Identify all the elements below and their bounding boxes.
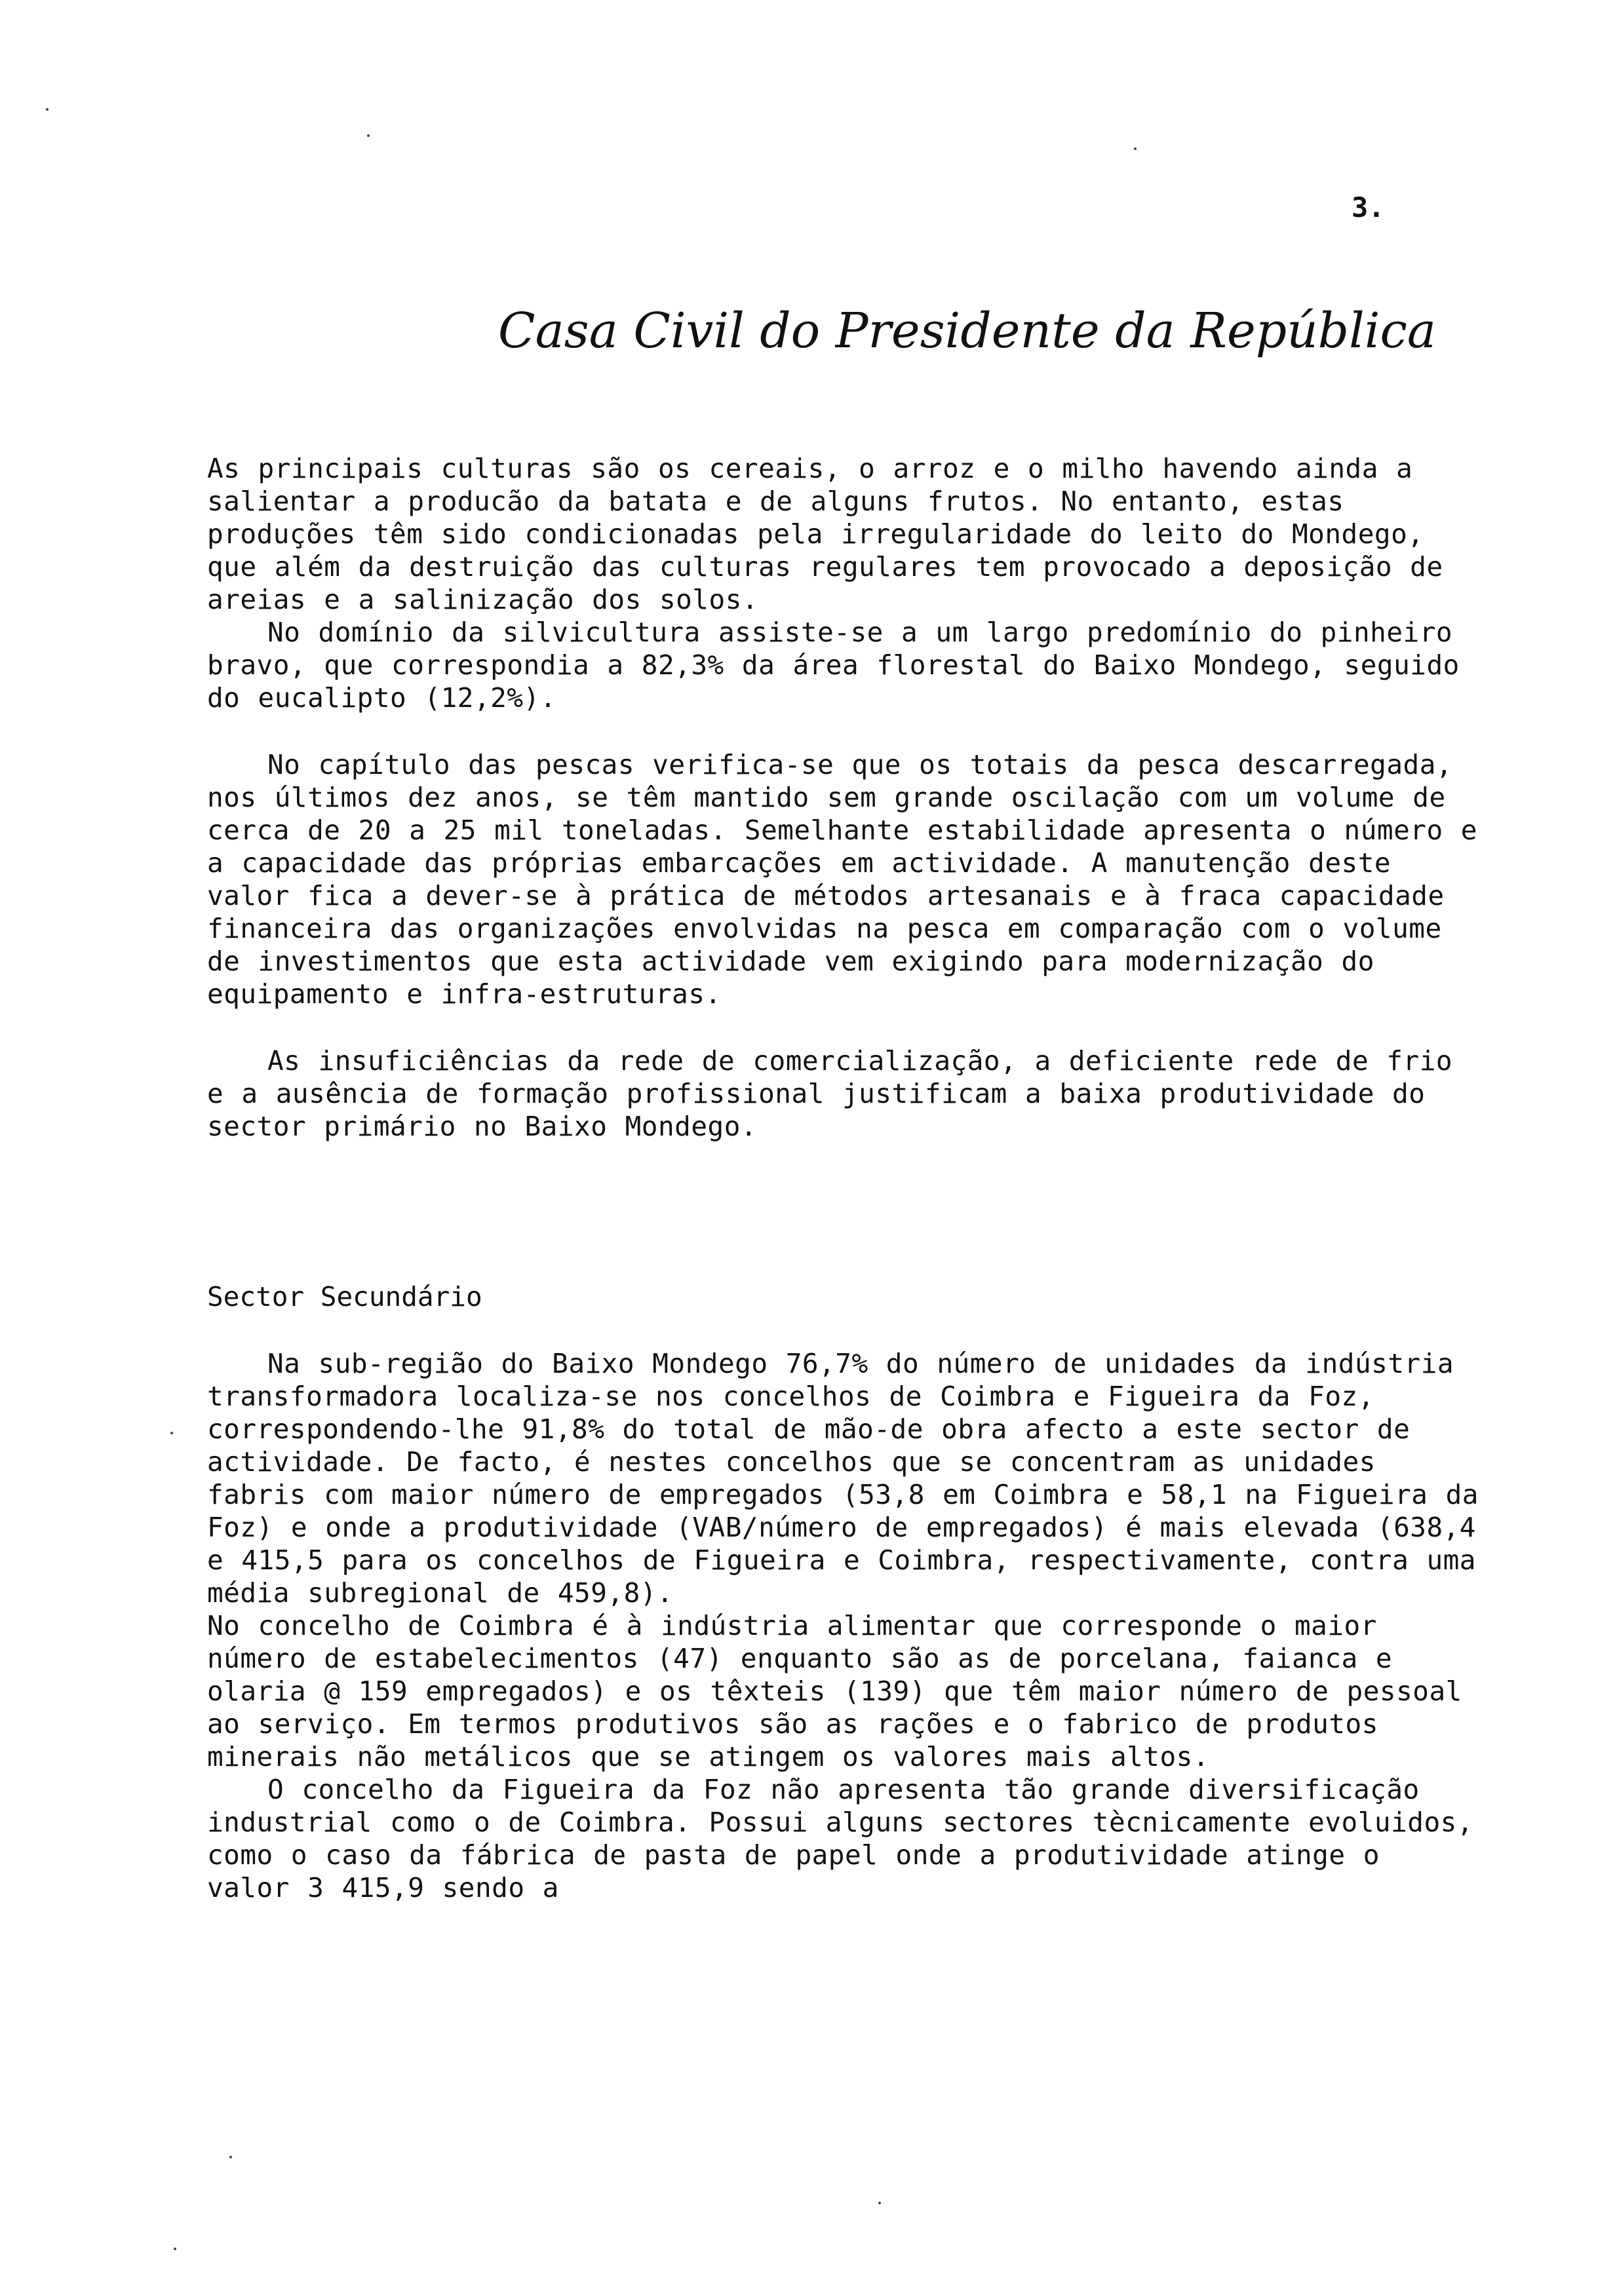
page-number: 3. <box>1352 191 1385 223</box>
scan-speck <box>170 1432 173 1434</box>
scan-speck <box>1134 147 1137 150</box>
paragraph-commercialization: As insuficiências da rede de comercialização, a deficiente rede de frio e a ausência de formação profissional justificam a baixa produtividade do sector primário no Baixo Mondego. <box>207 1045 1453 1142</box>
section-heading: Sector Secundário <box>207 1281 482 1312</box>
paragraph-coimbra: No concelho de Coimbra é à indústria alimentar que corresponde o maior número de estabelecimentos (47) enquanto são as de porcelana, faianca e olaria @ 159 empregados) e os têxteis (139) que têm maior número de pessoal ao serviço. Em termos produtivos são as rações e o fabrico de produtos minerais não metálicos que se atingem os valores mais altos. <box>207 1610 1462 1772</box>
paragraph-fisheries: No capítulo das pescas verifica-se que os totais da pesca descarregada, nos últimos dez anos, se têm mantido sem grande oscilação com um volume de cerca de 20 a 25 mil toneladas. Semelhante estabilidade apresenta o número e a capacidade das próprias embarcações em actividade. A manutenção deste valor fica a dever-se à prática de métodos artesanais e à fraca capacidade financeira das organizações envolvidas na pesca em comparação com o volume de investimentos que esta actividade vem exigindo para modernização do equipamento e infra-estruturas. <box>207 749 1477 1010</box>
paragraph-figueira: O concelho da Figueira da Foz não apresenta tão grande diversificação industrial como o de Coimbra. Possui alguns sectores tècnicamente evoluidos, como o caso da fábrica de pasta de papel onde a produtividade atinge o valor 3 415,9 sendo a <box>207 1774 1473 1904</box>
paragraph-cultures: As principais culturas são os cereais, o arroz e o milho havendo ainda a salientar a producão da batata e de alguns frutos. No entanto, estas produções têm sido condicionadas pela irregularidade do leito do Mondego, que além da destruição das culturas regulares tem provocado a deposição de areias e a salinização dos solos. <box>207 453 1443 615</box>
scan-speck <box>174 2248 176 2250</box>
scan-speck <box>367 134 370 137</box>
scan-speck <box>46 108 49 111</box>
scan-speck <box>229 2156 232 2158</box>
paragraph-silviculture: No domínio da silvicultura assiste-se a um largo predomínio do pinheiro bravo, que correspondia a 82,3% da área florestal do Baixo Mondego, seguido do eucalipto (12,2%). <box>207 617 1460 714</box>
document-body <box>207 452 1479 1904</box>
letterhead: Casa Civil do Presidente da República <box>498 303 1437 359</box>
scan-speck <box>878 2202 881 2204</box>
paragraph-industry: Na sub-região do Baixo Mondego 76,7% do número de unidades da indústria transformadora localiza-se nos concelhos de Coimbra e Figueira da Foz, correspondendo-lhe 91,8% do total de mão-de obra afecto a este sector de actividade. De facto, é nestes concelhos que se concentram as unidades fabris com maior número de empregados (53,8 em Coimbra e 58,1 na Figueira da Foz) e onde a produtividade (VAB/número de empregados) é mais elevada (638,4 e 415,5 para os concelhos de Figueira e Coimbra, respectivamente, contra uma média subregional de 459,8). <box>207 1348 1479 1609</box>
